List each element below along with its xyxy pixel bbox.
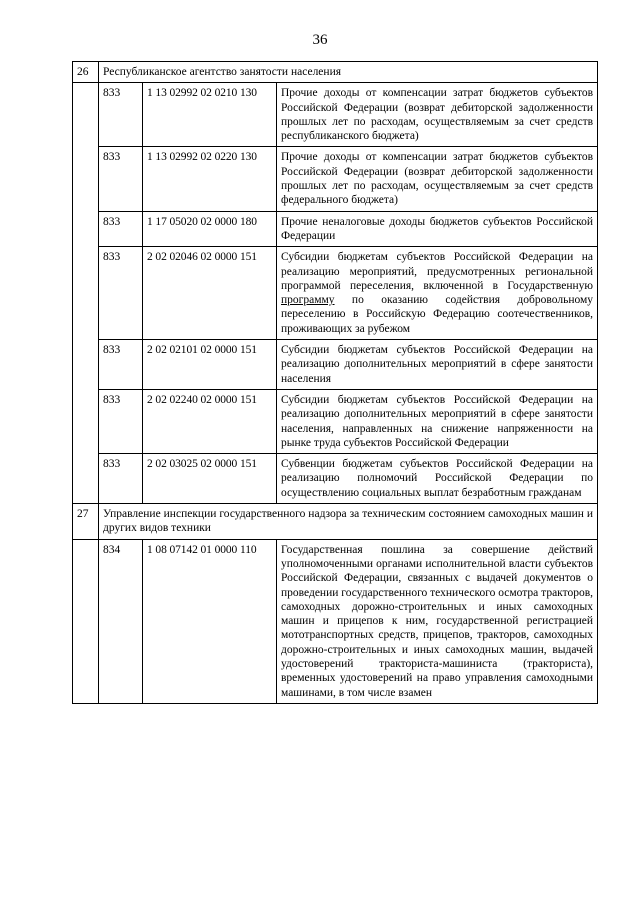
empty-cell [73, 539, 99, 703]
revenue-code: 2 02 02240 02 0000 151 [143, 389, 277, 453]
revenue-code: 1 13 02992 02 0210 130 [143, 83, 277, 147]
revenue-description: Субвенции бюджетам субъектов Российской Федерации на реализацию полномочий Российской Федерации по осуществлению социальных выплат безработным гражданам [277, 454, 598, 504]
table-row [73, 340, 598, 390]
section-number: 27 [73, 504, 99, 540]
section-title: Управление инспекции государственного надзора за техническим состоянием самоходных машин и других видов техники [99, 504, 598, 540]
revenue-description: Прочие доходы от компенсации затрат бюджетов субъектов Российской Федерации (возврат дебиторской задолженности прошлых лет по расходам, осуществляемым за счет средств федерального бюджета) [277, 147, 598, 211]
admin-code: 833 [99, 83, 143, 147]
revenue-code: 1 08 07142 01 0000 110 [143, 539, 277, 703]
revenue-description: Субсидии бюджетам субъектов Российской Федерации на реализацию дополнительных мероприятий в сфере занятости населения, направленных на снижение напряженности на рынке труда субъектов Российской Федерации [277, 389, 598, 453]
revenue-code: 2 02 02101 02 0000 151 [143, 340, 277, 390]
admin-code: 833 [99, 247, 143, 340]
revenue-code: 1 13 02992 02 0220 130 [143, 147, 277, 211]
program-link[interactable]: программу [281, 294, 335, 307]
section-header-row [73, 504, 598, 540]
revenue-description: Государственная пошлина за совершение действий уполномоченными органами исполнительной власти субъектов Российской Федерации, связанных с выдачей документов о проведении государственного технического осмотра тракторов, самоходных дорожно-строительных и иных самоходных машин и прицепов к ним, государственной регистрацией мототранспортных средств, прицепов, тракторов, самоходных дорожно-строительных и иных самоходных машин, выдачей удостоверений тракториста-машиниста (тракториста), временных удостоверений на право управления самоходными машинами, в том числе взамен [277, 539, 598, 703]
revenue-description: Прочие доходы от компенсации затрат бюджетов субъектов Российской Федерации (возврат дебиторской задолженности прошлых лет по расходам, осуществляемым за счет средств республиканского бюджета) [277, 83, 598, 147]
revenue-code: 1 17 05020 02 0000 180 [143, 211, 277, 247]
table-row [73, 539, 598, 703]
revenue-description [277, 247, 598, 340]
table-row [73, 83, 598, 147]
table-row [73, 389, 598, 453]
section-number: 26 [73, 62, 99, 83]
revenue-code: 2 02 02046 02 0000 151 [143, 247, 277, 340]
description-text: Субсидии бюджетам субъектов Российской Федерации на реализацию мероприятий, предусмотренных региональной программой переселения, включенной в Государственную [281, 251, 594, 292]
revenue-codes-table [72, 61, 598, 704]
page-number: 36 [312, 32, 328, 48]
section-header-row [73, 62, 598, 83]
section-title: Республиканское агентство занятости населения [99, 62, 598, 83]
revenue-description: Прочие неналоговые доходы бюджетов субъектов Российской Федерации [277, 211, 598, 247]
admin-code: 833 [99, 389, 143, 453]
table-row [73, 454, 598, 504]
description-text: по оказанию содействия добровольному переселению в Российскую Федерацию соотечественников, проживающих за рубежом [281, 294, 594, 335]
admin-code: 833 [99, 340, 143, 390]
admin-code: 833 [99, 454, 143, 504]
admin-code: 833 [99, 211, 143, 247]
revenue-description: Субсидии бюджетам субъектов Российской Федерации на реализацию дополнительных мероприятий в сфере занятости населения [277, 340, 598, 390]
revenue-code: 2 02 03025 02 0000 151 [143, 454, 277, 504]
admin-code: 834 [99, 539, 143, 703]
table-row [73, 147, 598, 211]
table-row [73, 211, 598, 247]
table-row [73, 247, 598, 340]
empty-cell [73, 83, 99, 504]
admin-code: 833 [99, 147, 143, 211]
